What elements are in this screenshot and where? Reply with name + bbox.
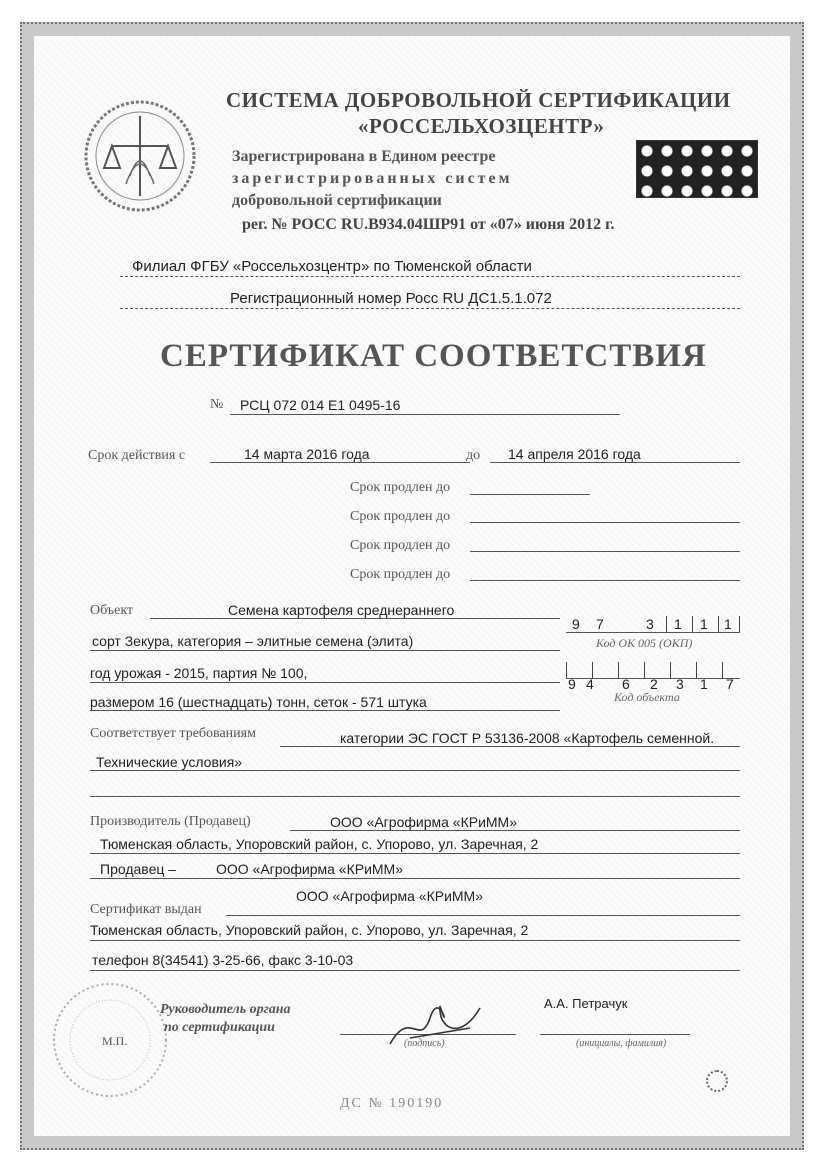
validity-from-label: Срок действия с [88, 448, 186, 463]
issued-to-name: ООО «Агрофирма «КРиММ» [296, 888, 483, 904]
registry-line3: добровольной сертификации [232, 192, 442, 209]
validity-from-value: 14 марта 2016 года [244, 446, 370, 462]
okp-digit: 7 [596, 616, 604, 632]
seller-label: Продавец – [100, 861, 177, 877]
form-number: ДС № 190190 [340, 1096, 444, 1111]
branch-name: Филиал ФГБУ «Россельхозцентр» по Тюменской области [132, 258, 532, 275]
extended-label-1: Срок продлен до [350, 480, 451, 495]
registry-line2: зарегистрированных систем [232, 170, 513, 187]
extended-label-4: Срок продлен до [350, 567, 451, 582]
validity-to-value: 14 апреля 2016 года [508, 446, 641, 462]
extended-label-2: Срок продлен до [350, 509, 451, 524]
object-line4: размером 16 (шестнадцать) тонн, сеток - 571 штука [90, 694, 427, 710]
object-line3: год урожая - 2015, партия № 100, [90, 665, 308, 681]
conformity-value: категории ЭС ГОСТ Р 53136-2008 «Картофель семенной. [340, 730, 715, 746]
issued-to-label: Сертификат выдан [90, 902, 202, 917]
issued-to-address: Тюменская область, Упоровский район, с. Упорово, ул. Заречная, 2 [90, 922, 529, 938]
hologram-sticker [636, 140, 758, 198]
system-name-line2: «РОССЕЛЬХОЗЦЕНТР» [358, 114, 605, 138]
object-code-digit: 9 [568, 676, 576, 692]
signer-role-line1: Руководитель органа [160, 1002, 291, 1017]
okp-code-boxes [566, 616, 740, 632]
validity-to-label: до [466, 448, 481, 463]
object-line2: сорт Зекура, категория – элитные семена (элита) [92, 633, 414, 649]
okp-label: Код ОК 005 (ОКП) [596, 636, 693, 650]
extended-label-3: Срок продлен до [350, 538, 451, 553]
stamp-text: М.П. [102, 1034, 128, 1048]
number-label: № [210, 397, 224, 412]
producer-name: ООО «Агрофирма «КРиММ» [330, 814, 517, 830]
producer-address: Тюменская область, Упоровский район, с. Упорово, ул. Заречная, 2 [100, 836, 539, 852]
okp-digit: 1 [700, 616, 708, 632]
signature-caption: (подпись) [404, 1038, 445, 1049]
object-label: Объект [90, 603, 134, 618]
object-code-label: Код объекта [614, 690, 680, 704]
page-title: СЕРТИФИКАТ СООТВЕТСТВИЯ [160, 338, 707, 374]
name-caption: (инициалы, фамилия) [576, 1038, 667, 1049]
okp-digit: 3 [646, 616, 654, 632]
seller-name: ООО «Агрофирма «КРиММ» [216, 861, 403, 877]
conformity-value2: Технические условия» [96, 754, 243, 770]
object-code-digit: 7 [726, 676, 734, 692]
corner-mark-icon [706, 1070, 728, 1092]
issued-to-phone: телефон 8(34541) 3-25-66, факс 3-10-03 [92, 952, 354, 968]
certificate-number: РСЦ 072 014 Е1 0495-16 [240, 397, 401, 413]
registration-number: рег. № РОСС RU.В934.04ШР91 от «07» июня 2012 г. [242, 216, 615, 233]
producer-label: Производитель (Продавец) [90, 814, 251, 829]
okp-digit: 1 [674, 616, 682, 632]
okp-digit: 1 [724, 616, 732, 632]
branch-registration: Регистрационный номер Росс RU ДС1.5.1.072 [230, 290, 552, 307]
object-code-digit: 4 [586, 676, 594, 692]
signer-role-line2: по сертификации [164, 1020, 275, 1035]
signer-name: А.А. Петрачук [544, 996, 628, 1011]
object-code-digit: 3 [676, 676, 684, 692]
registry-line1: Зарегистрирована в Едином реестре [232, 148, 496, 165]
object-code-digit: 6 [622, 676, 630, 692]
object-line1: Семена картофеля среднераннего [228, 602, 455, 618]
emblem-icon [82, 96, 198, 216]
object-code-boxes [566, 662, 740, 692]
object-code-digit: 2 [650, 676, 658, 692]
okp-digit: 9 [572, 616, 580, 632]
system-name-line1: СИСТЕМА ДОБРОВОЛЬНОЙ СЕРТИФИКАЦИИ [226, 88, 731, 112]
conformity-label: Соответствует требованиям [90, 726, 256, 741]
object-code-digit: 1 [700, 676, 708, 692]
